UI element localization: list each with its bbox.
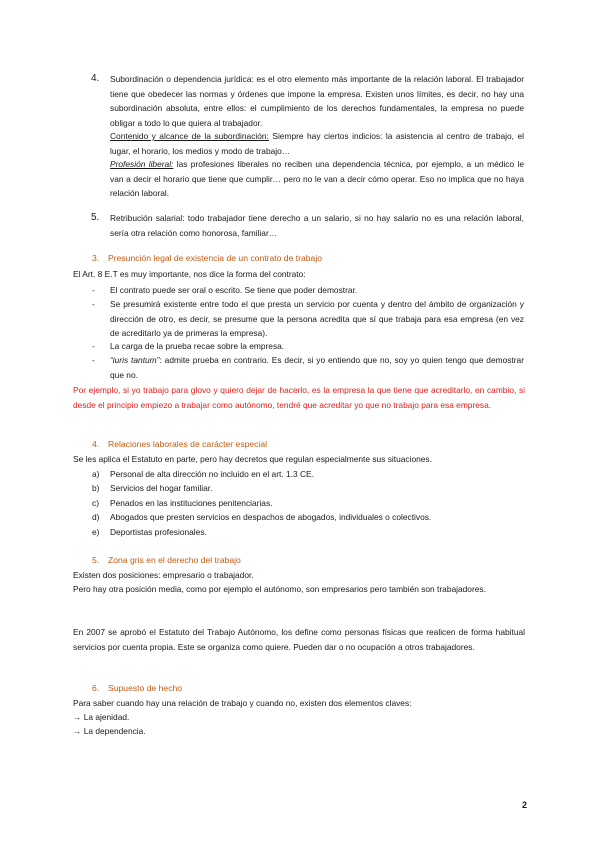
list-item: Deportistas profesionales. (110, 527, 207, 537)
list-item: Servicios del hogar familiar. (110, 483, 213, 493)
contenido-label: Contenido y alcance de la subordinación: (110, 131, 269, 141)
bullet-item: El contrato puede ser oral o escrito. Se tiene que poder demostrar. (110, 285, 358, 295)
bullet-mark: - (92, 299, 95, 309)
bullet-mark: - (92, 355, 95, 365)
profesion-paragraph (110, 157, 524, 201)
estatuto-autonomo-paragraph: En 2007 se aprobó el Estatuto del Trabajo Autónomo, los define como personas físicas que realicen de forma habitual servicios por cuenta propia. Este se organiza como quiere. Pueden dar o no ocupación a otros trabajadores. (73, 627, 525, 652)
iuris-tantum-term: “iuris tantum” (110, 355, 160, 365)
bullet-mark: - (92, 341, 95, 351)
list-mark: a) (92, 469, 100, 479)
list-mark: d) (92, 512, 100, 522)
profesion-text: las profesiones liberales no reciben una dependencia técnica, por ejemplo, a un médico le van a decir el horario que tiene que cumplir… pero no le van a decir cómo operar. Eso no implica que no haya relación laboral. (110, 159, 524, 199)
art8-intro: El Art. 8 E.T es muy importante, nos dice la forma del contrato: (73, 269, 306, 279)
section-heading-6: 6. Supuesto de hecho (92, 683, 183, 693)
profesion-label: Profesión liberal: (110, 159, 174, 169)
posicion-media-paragraph: Pero hay otra posición media, como por ejemplo el autónomo, son empresarios pero también son trabajadores. (73, 584, 486, 594)
list-item: Penados en las instituciones penitenciarias. (110, 498, 273, 508)
page-number: 2 (522, 800, 528, 810)
contenido-paragraph (110, 129, 524, 158)
list-mark: c) (92, 498, 99, 508)
section-heading-3: 3. Presunción legal de existencia de un contrato de trabajo (92, 253, 323, 263)
arrow-item: → La ajenidad. (73, 712, 130, 722)
bullet-item: Se presumirá existente entre todo el que presta un servicio por cuenta y dentro del ámbito de organización y dirección de otro, es decir, se presume que la persona acredita que sí que trabaja para esa empresa (en vez de acreditarlo ya de primeras la empresa). (110, 299, 524, 339)
bullet-item: “iuris tantum”: admite prueba en contrario. Es decir, si yo entiendo que no, soy yo quien tengo que demostrar que no. (110, 355, 524, 380)
section-heading-4: 4. Relaciones laborales de carácter especial (92, 439, 268, 449)
bullet-item: La carga de la prueba recae sobre la empresa. (110, 341, 285, 351)
supuesto-intro: Para saber cuando hay una relación de trabajo y cuando no, existen dos elementos claves: (73, 698, 412, 708)
dos-posiciones-line: Existen dos posiciones: empresario o trabajador. (73, 570, 254, 580)
point-number: 4. (91, 73, 100, 84)
glovo-example: Por ejemplo, si yo trabajo para glovo y quiero dejar de hacerlo, es la empresa la que tiene que acreditarlo, en cambio, si desde el principio empiezo a trabajar como autónomo, tendré que acreditar yo que no trabajo para esa empresa. (73, 385, 525, 410)
subordinacion-paragraph: Subordinación o dependencia jurídica: es el otro elemento más importante de la relación laboral. El trabajador tiene que obedecer las normas y órdenes que impone la empresa. Existen unos límites, es decir, no hay una subordinación absoluta, entre ellos: el cumplimiento de los derechos fundamentales, la empresa no puede obligar a todo lo que quiera al trabajador. (110, 74, 524, 128)
list-mark: e) (92, 527, 100, 537)
contenido-text: Siempre hay ciertos indicios: la asistencia al centro de trabajo, el lugar, el horario, los medios y modo de trabajo… (110, 131, 524, 156)
especial-intro: Se les aplica el Estatuto en parte, pero hay decretos que regulan especialmente sus situaciones. (73, 454, 432, 464)
bullet-mark: - (92, 285, 95, 295)
list-item: Personal de alta dirección no incluido en el art. 1.3 CE. (110, 469, 314, 479)
arrow-item: → La dependencia. (73, 726, 146, 736)
retribucion-paragraph: Retribución salarial: todo trabajador tiene derecho a un salario, si no hay salario no es una relación laboral, sería otra relación como honorosa, familiar… (110, 213, 524, 238)
list-item: Abogados que presten servicios en despachos de abogados, individuales o colectivos. (110, 512, 432, 522)
point-number: 5. (91, 212, 100, 223)
section-heading-5: 5. Zona gris en el derecho del trabajo (92, 555, 241, 565)
list-mark: b) (92, 483, 100, 493)
